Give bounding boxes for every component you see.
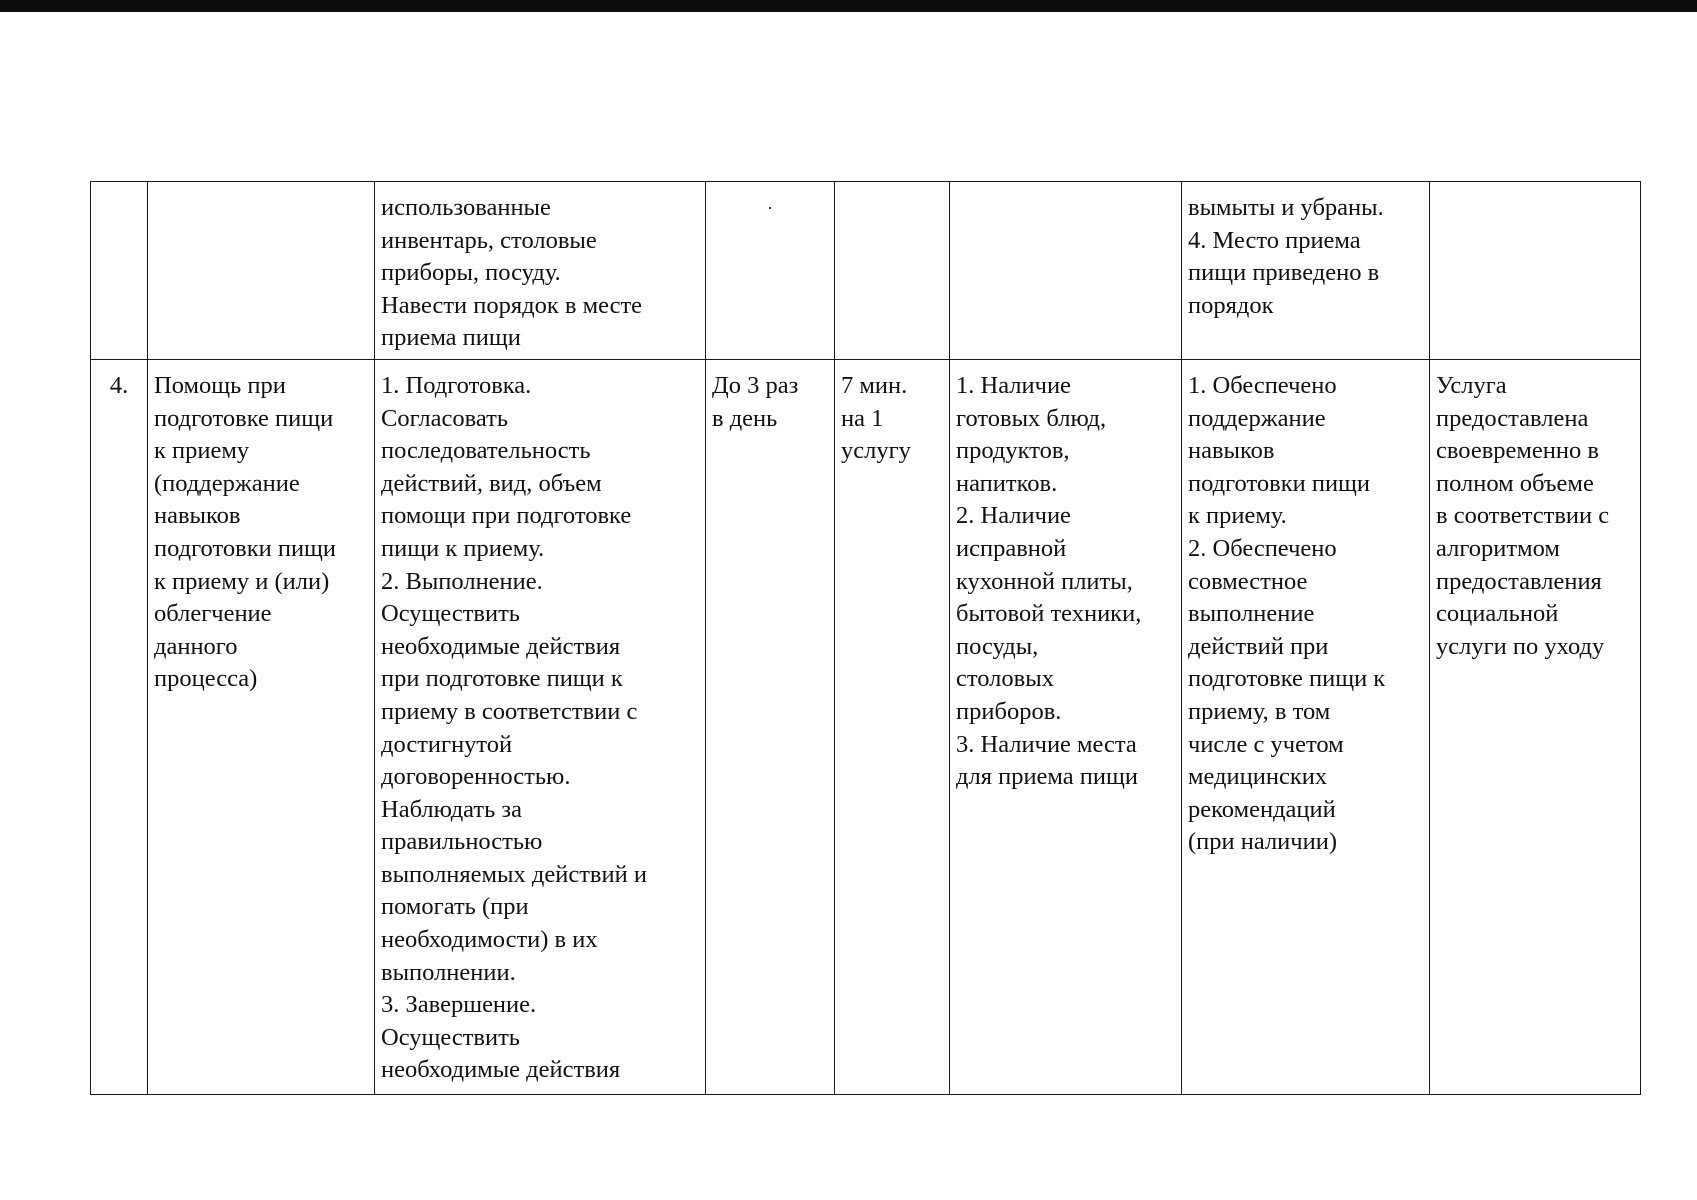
cell-description [375, 359, 706, 1094]
cell-frequency [706, 359, 835, 1094]
table-row [91, 182, 1641, 360]
cell-service-name [148, 359, 375, 1094]
cell-number [91, 182, 148, 360]
description-text: 1. Подготовка. Согласовать последовательность действий, вид, объем помощи при подготовке пищи к приему. 2. Выполнение. Осуществить необходимые действия при подготовке пищи к приему в соответствии с достигнутой договоренностью. Наблюдать за правильностью выполняемых действий и помогать (при необходимости) в их выполнении. 3. Завершение. Осуществить необходимые действия [381, 371, 647, 1084]
evaluation-text: Услуга предоставлена своевременно в полном объеме в соответствии с алгоритмом предоставления социальной услуги по уходу [1436, 371, 1610, 660]
frequency-text: До 3 раз в день [712, 371, 799, 432]
service-name-text: Помощь при подготовке пищи к приему (поддержание навыков подготовки пищи к приему и (или) облегчение данного процесса) [154, 371, 337, 693]
scan-edge-bar [0, 0, 1697, 12]
stray-dot-mark: · [767, 198, 773, 218]
conditions-text: 1. Наличие готовых блюд, продуктов, напитков. 2. Наличие исправной кухонной плиты, бытовой техники, посуды, столовых приборов. 3. Наличие места для приема пищи [956, 371, 1142, 791]
result-text: вымыты и убраны. 4. Место приема пищи приведено в порядок [1188, 194, 1384, 319]
cell-evaluation [1430, 182, 1641, 360]
cell-number [91, 359, 148, 1094]
result-text: 1. Обеспечено поддержание навыков подготовки пищи к приему. 2. Обеспечено совместное выполнение действий при подготовке пищи к приему, в том числе с учетом медицинских рекомендаций (при наличии) [1188, 371, 1386, 856]
cell-conditions [950, 359, 1182, 1094]
cell-evaluation [1430, 359, 1641, 1094]
cell-description [375, 182, 706, 360]
row-number: 4. [109, 371, 129, 399]
duration-text: 7 мин. на 1 услугу [841, 371, 911, 465]
cell-duration [835, 182, 950, 360]
cell-duration [835, 359, 950, 1094]
cell-result [1182, 359, 1430, 1094]
cell-result [1182, 182, 1430, 360]
table-row [91, 359, 1641, 1094]
services-table [90, 181, 1641, 1095]
cell-frequency [706, 182, 835, 360]
cell-service-name [148, 182, 375, 360]
description-text: использованные инвентарь, столовые приборы, посуду. Навести порядок в месте приема пищи [381, 194, 643, 352]
cell-conditions [950, 182, 1182, 360]
